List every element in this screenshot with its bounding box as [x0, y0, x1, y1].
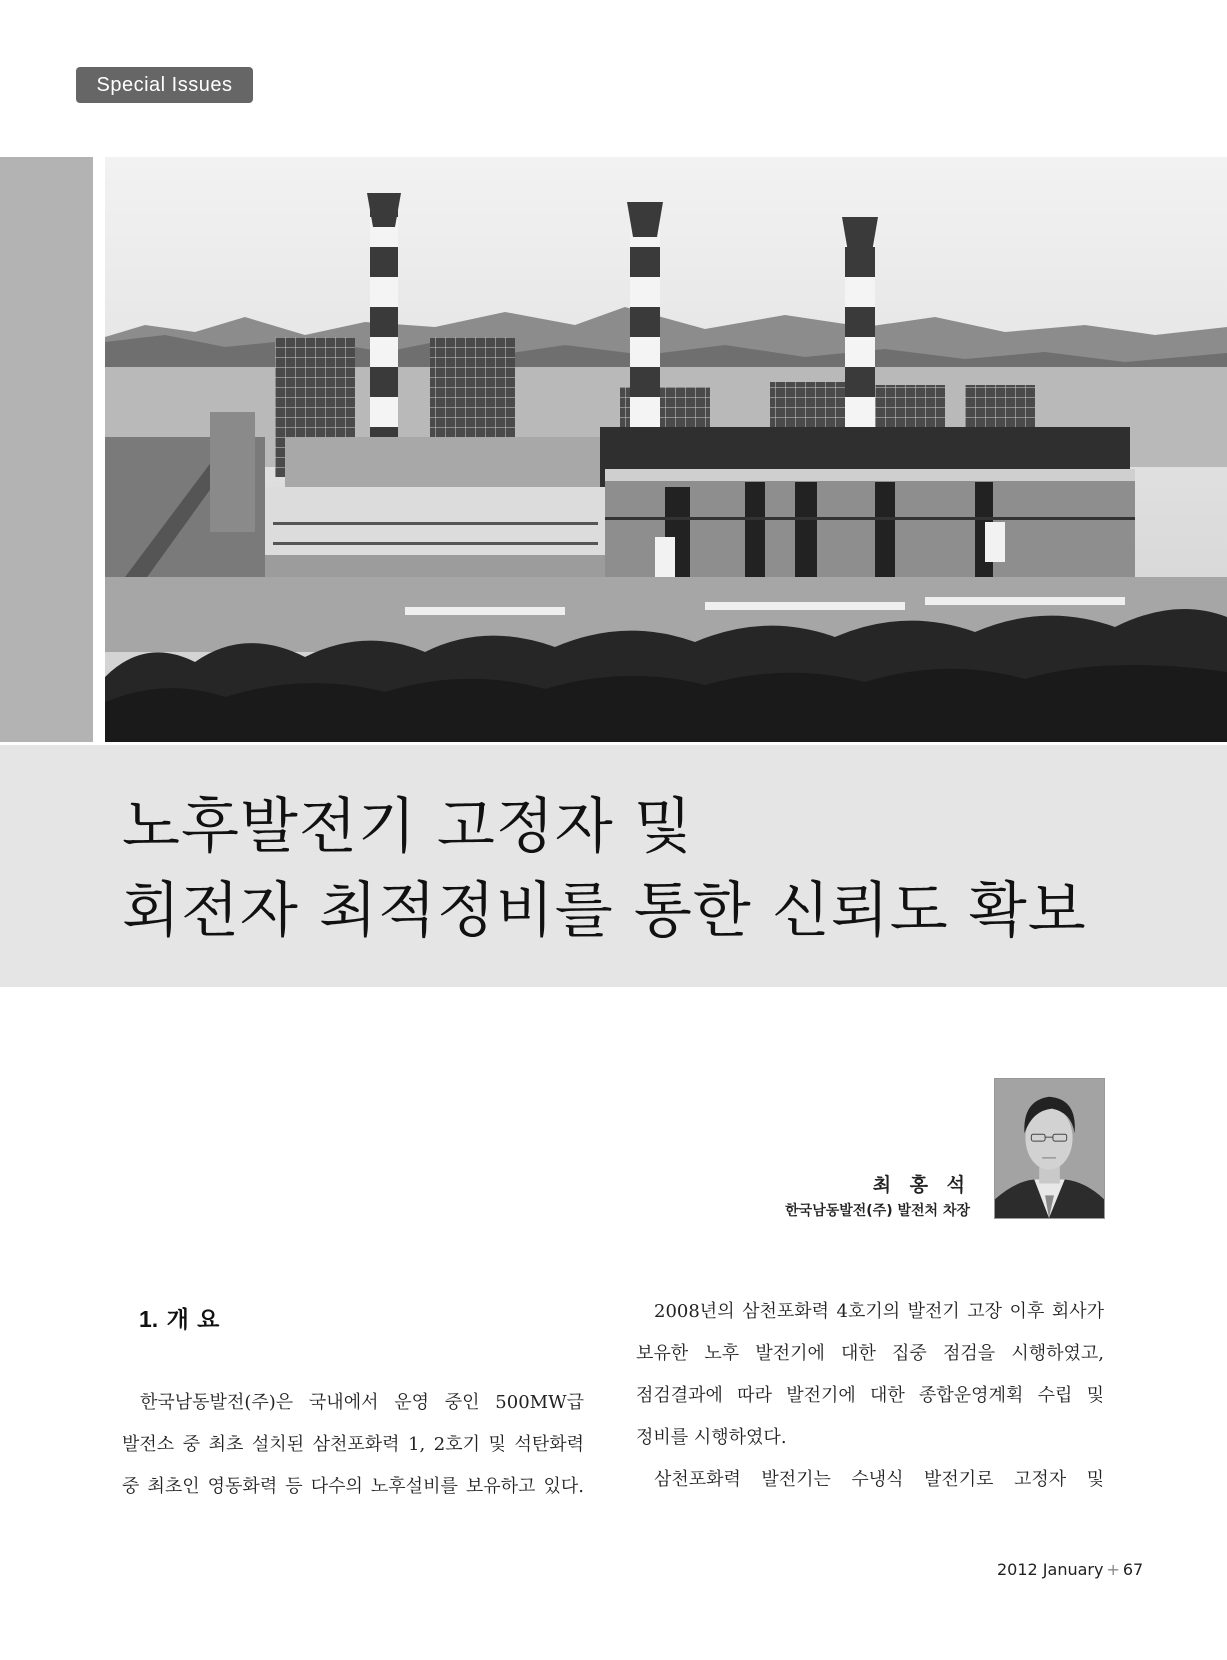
decorative-side-bar	[0, 157, 93, 742]
power-plant-illustration	[105, 157, 1227, 742]
body-line: 보유한 노후 발전기에 대한 집중 점검을 시행하였고,	[636, 1343, 1104, 1364]
article-title	[122, 785, 1087, 953]
author-name: 최 홍 석	[872, 1174, 971, 1196]
footer-separator: +	[1106, 1560, 1120, 1579]
body-line: 삼천포화력 발전기는 수냉식 발전기로 고정자 및	[654, 1469, 1104, 1490]
title-line-2: 회전자 최적정비를 통한 신뢰도 확보	[122, 876, 1087, 946]
author-affiliation: 한국남동발전(주) 발전처 차장	[785, 1203, 970, 1219]
author-portrait	[994, 1078, 1105, 1219]
title-line-1: 노후발전기 고정자 및	[122, 792, 693, 862]
body-line: 발전소 중 최초 설치된 삼천포화력 1, 2호기 및 석탄화력	[122, 1434, 584, 1455]
body-line: 2008년의 삼천포화력 4호기의 발전기 고장 이후 회사가	[654, 1301, 1104, 1322]
body-column-right	[636, 1291, 1104, 1501]
issue-date: 2012 January	[997, 1560, 1104, 1579]
section-heading: 1. 개 요	[139, 1306, 220, 1332]
section-tag-label: Special Issues	[96, 73, 233, 96]
portrait-illustration	[995, 1079, 1104, 1218]
hero-photo	[105, 157, 1227, 742]
body-line: 점검결과에 따라 발전기에 대한 종합운영계획 수립 및	[636, 1385, 1104, 1406]
body-line: 정비를 시행하였다.	[636, 1427, 787, 1448]
title-band	[0, 745, 1227, 987]
body-line: 중 최초인 영동화력 등 다수의 노후설비를 보유하고 있다.	[122, 1476, 584, 1497]
body-column-left	[122, 1382, 584, 1508]
page-number: 67	[1122, 1560, 1144, 1579]
section-tag	[76, 67, 253, 103]
body-line: 한국남동발전(주)은 국내에서 운영 중인 500MW급	[140, 1392, 584, 1413]
page-footer	[997, 1560, 1143, 1579]
